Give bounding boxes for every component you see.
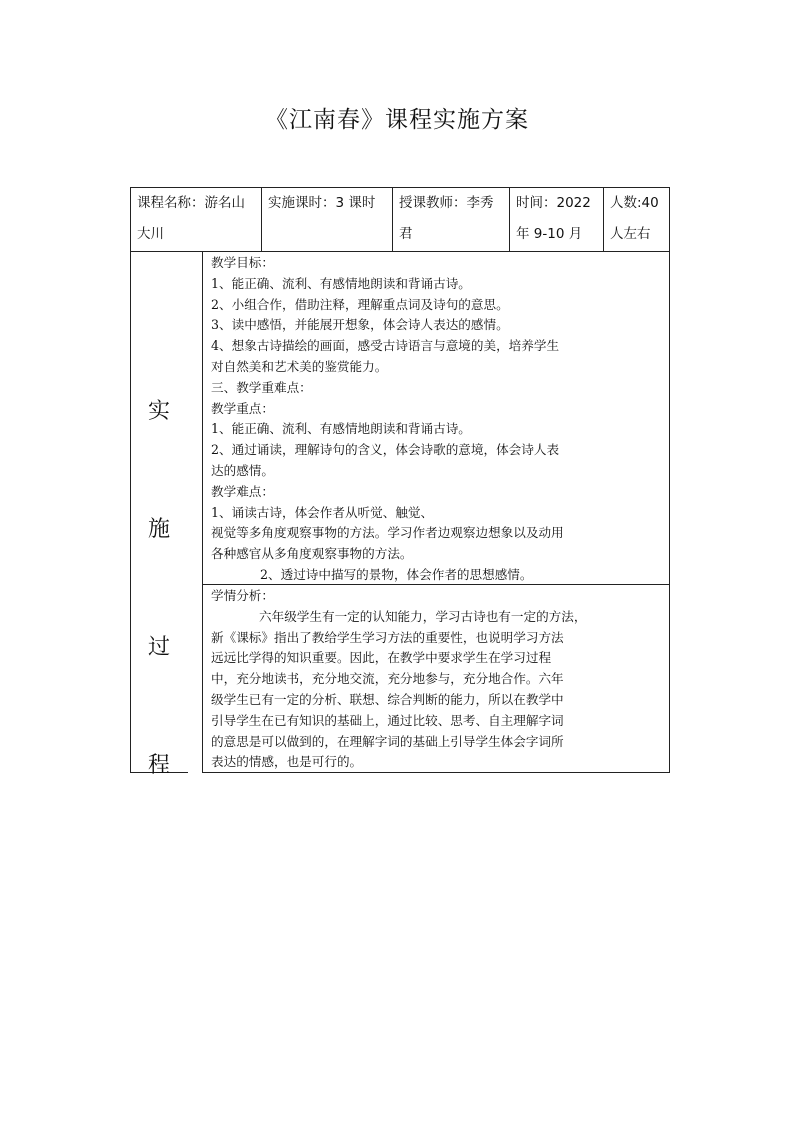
analysis-line: 新《课标》指出了教给学生学习方法的重要性，也说明学习方法 xyxy=(211,629,564,645)
objectives-line: 教学重点： xyxy=(211,400,274,416)
analysis-line: 六年级学生有一定的认知能力，学习古诗也有一定的方法， xyxy=(259,608,587,624)
objectives-line: 4、想象古诗描绘的画面，感受古诗语言与意境的美，培养学生 xyxy=(211,338,560,354)
hours-cell xyxy=(268,188,375,219)
teacher-line-1: 授课教师：李秀 xyxy=(399,195,494,211)
analysis-section xyxy=(211,586,661,773)
objectives-line: 1、能正确、流利、有感情地朗读和背诵古诗。 xyxy=(211,421,471,437)
objectives-line: 教学难点： xyxy=(211,483,274,499)
objectives-line: 视觉等多角度观察事物的方法。学习作者边观察边想象以及动用 xyxy=(211,525,564,541)
objectives-line: 各种感官从多角度观察事物的方法。 xyxy=(211,546,413,562)
people-line-1: 人数:40 xyxy=(610,195,659,211)
objectives-section xyxy=(211,253,661,586)
objectives-line: 三、教学重难点： xyxy=(211,379,312,395)
analysis-line: 引导学生在已有知识的基础上，通过比较、思考、自主理解字词 xyxy=(211,712,564,728)
side-label-char-2: 施 xyxy=(147,517,170,542)
objectives-line: 对自然美和艺术美的鉴赏能力。 xyxy=(211,358,388,374)
objectives-line: 2、通过诵读，理解诗句的含义，体会诗歌的意境，体会诗人表 xyxy=(211,442,560,458)
objectives-line: 1、能正确、流利、有感情地朗读和背诵古诗。 xyxy=(211,275,471,291)
analysis-line: 远远比学得的知识重要。因此，在教学中要求学生在学习过程 xyxy=(211,650,552,666)
people-line-2: 人左右 xyxy=(610,226,651,242)
side-label-char-3: 过 xyxy=(147,635,170,660)
table-header-divider xyxy=(130,251,670,252)
header-col-divider-1 xyxy=(261,187,262,251)
analysis-line: 学情分析： xyxy=(211,588,274,603)
time-line-2: 年 9-10 月 xyxy=(516,226,583,242)
objectives-line: 1、诵读古诗，体会作者从听觉、触觉、 xyxy=(211,504,434,520)
time-line-1: 时间：2022 xyxy=(516,195,591,211)
objectives-line: 2、透过诗中描写的景物，体会作者的思想感情。 xyxy=(260,566,533,582)
time-cell xyxy=(516,188,591,250)
table-border-left xyxy=(130,187,131,772)
analysis-line: 级学生已有一定的分析、联想、综合判断的能力，所以在教学中 xyxy=(211,691,564,707)
objectives-line: 达的感情。 xyxy=(211,462,274,478)
people-cell xyxy=(610,188,659,250)
analysis-line: 表达的情感，也是可行的。 xyxy=(211,754,363,770)
teacher-line-2: 君 xyxy=(399,226,413,242)
header-col-divider-4 xyxy=(603,187,604,251)
objectives-line: 2、小组合作，借助注释，理解重点词及诗句的意思。 xyxy=(211,296,509,312)
table-side-divider xyxy=(202,251,203,773)
course-name-line-1: 课程名称：游名山 xyxy=(137,195,245,211)
header-col-divider-2 xyxy=(392,187,393,251)
page-title: 《江南春》课程实施方案 xyxy=(265,107,529,133)
side-label-char-4: 程 xyxy=(147,753,170,778)
side-label-char-1: 实 xyxy=(147,399,170,424)
course-name-cell xyxy=(137,188,245,250)
teacher-cell xyxy=(399,188,494,250)
header-col-divider-3 xyxy=(509,187,510,251)
hours-line-1: 实施课时：3 课时 xyxy=(268,195,376,211)
course-name-line-2: 大川 xyxy=(137,226,164,242)
objectives-line: 教学目标： xyxy=(211,255,274,270)
analysis-line: 中，充分地读书，充分地交流，充分地参与，充分地合作。六年 xyxy=(211,671,564,687)
table-border-right xyxy=(669,187,670,773)
analysis-line: 的意思是可以做到的，在理解字词的基础上引导学生体会字词所 xyxy=(211,733,564,749)
objectives-line: 3、读中感悟，并能展开想象，体会诗人表达的感情。 xyxy=(211,317,509,333)
